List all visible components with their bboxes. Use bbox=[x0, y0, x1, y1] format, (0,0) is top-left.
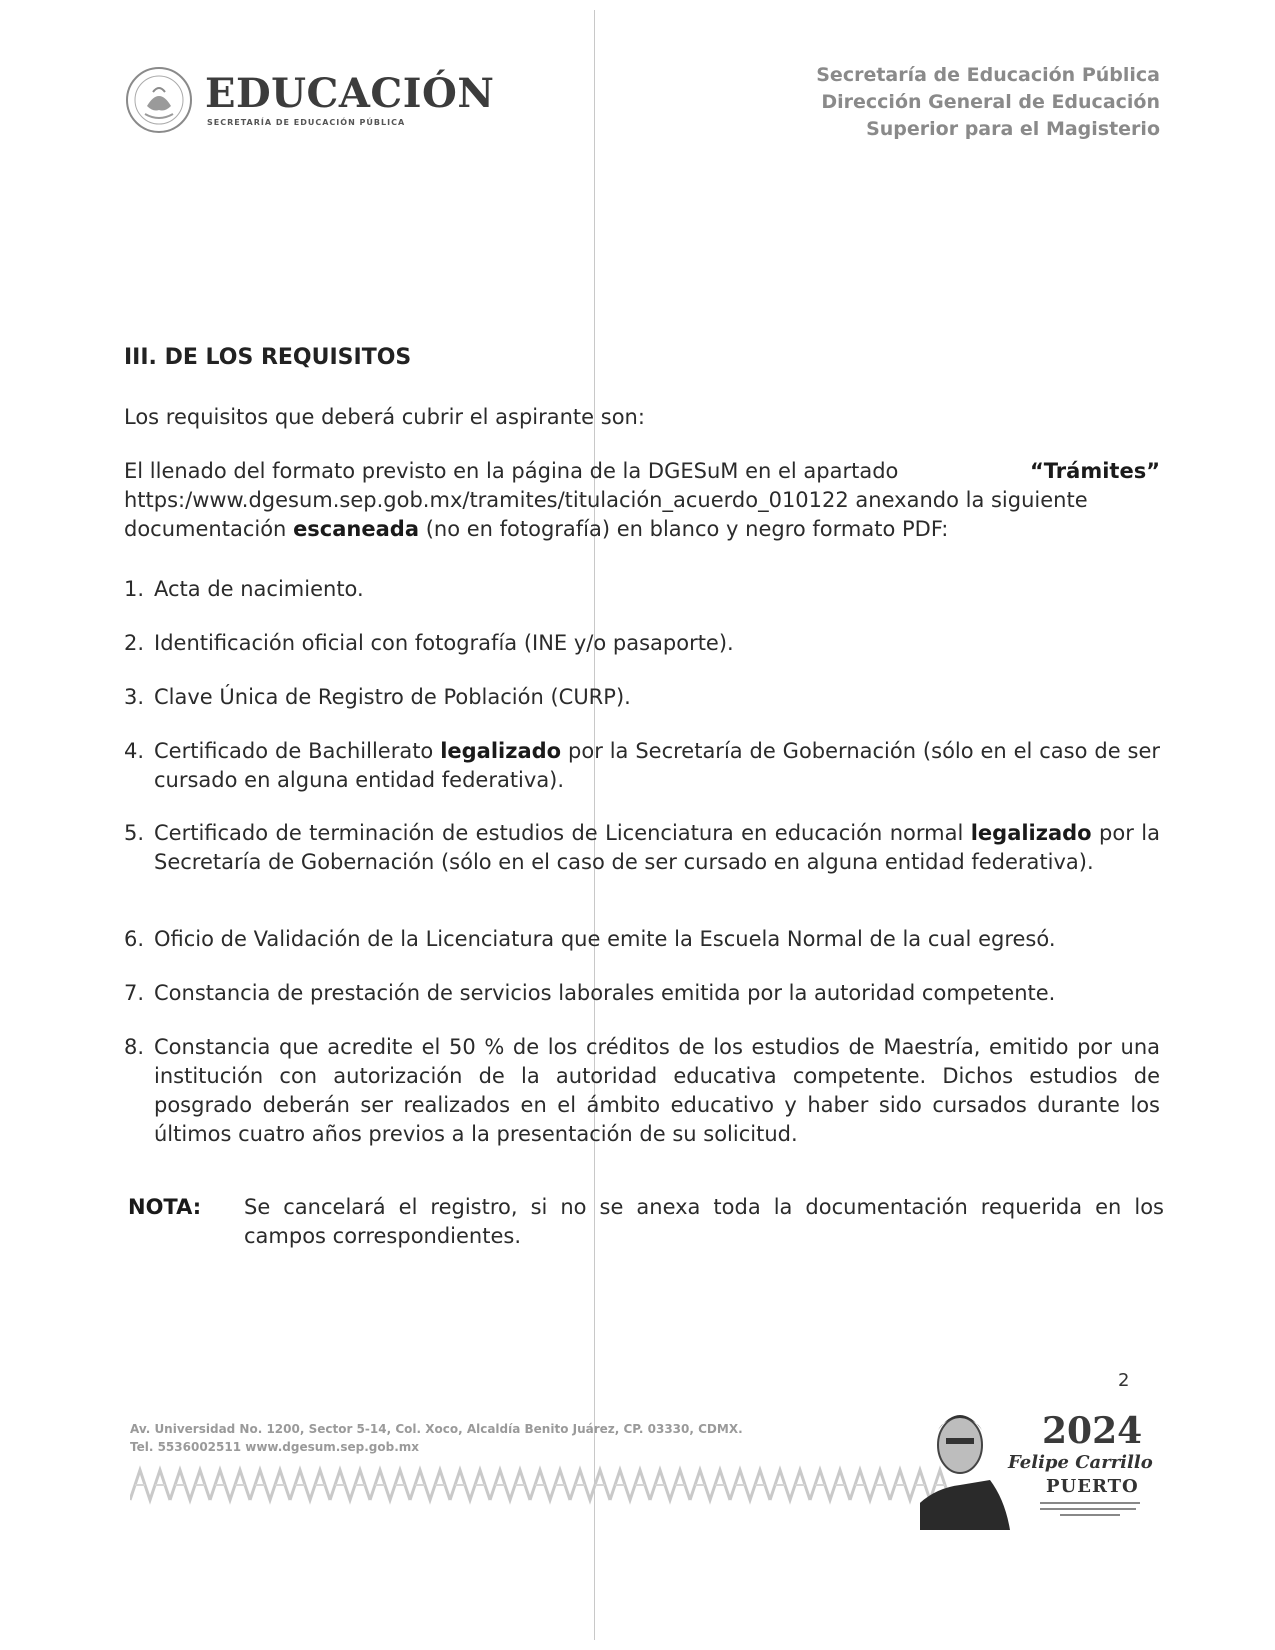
nota-text: Se cancelará el registro, si no se anexa toda la documentación requerida en los campos correspondientes. bbox=[244, 1195, 1164, 1248]
org-line-1: Secretaría de Educación Pública bbox=[816, 64, 1160, 86]
item-text-a: Certificado de Bachillerato bbox=[154, 739, 434, 763]
tramites-bold: “Trámites” bbox=[1029, 459, 1160, 483]
logo-subtitle: SECRETARÍA DE EDUCACIÓN PÚBLICA bbox=[207, 118, 406, 127]
item-number: 8. bbox=[124, 1035, 145, 1059]
page-number: 2 bbox=[1118, 1370, 1130, 1391]
decorative-pattern bbox=[130, 1465, 950, 1505]
logo-wordmark: EDUCACIÓN bbox=[205, 70, 495, 117]
item-text bbox=[154, 737, 1160, 795]
sep-logo bbox=[125, 66, 495, 136]
legalizado-bold: legalizado bbox=[440, 739, 562, 763]
item-text: Constancia de prestación de servicios laborales emitida por la autoridad competente. bbox=[154, 981, 1056, 1005]
item-number: 3. bbox=[124, 685, 145, 709]
address-line-2: Tel. 5536002511 www.dgesum.sep.gob.mx bbox=[130, 1440, 420, 1454]
item-text-b: por la Secretaría de Gobernación (sólo en el caso de ser cursado en alguna entidad federativa). bbox=[154, 821, 1160, 874]
para-line-3b: (no en fotografía) en blanco y negro formato PDF: bbox=[425, 517, 949, 541]
item-text: Clave Única de Registro de Población (CURP). bbox=[154, 685, 631, 709]
item-number: 1. bbox=[124, 577, 145, 601]
section-title: III. DE LOS REQUISITOS bbox=[124, 345, 412, 370]
legalizado-bold: legalizado bbox=[970, 821, 1092, 845]
para-line-3a: documentación bbox=[124, 517, 287, 541]
item-text: Acta de nacimiento. bbox=[154, 577, 364, 601]
item-text: Constancia que acredite el 50 % de los créditos de los estudios de Maestría, emitido por una institución con autorización de la autoridad educativa competente. Dichos estudios de posgrado deberán ser realizados en el ámbito educativo y haber sido cursados durante los últimos cuatro años previos a la presentación de su solicitud. bbox=[154, 1035, 1160, 1146]
item-text: Oficio de Validación de la Licenciatura que emite la Escuela Normal de la cual egresó. bbox=[154, 927, 1056, 951]
main-content bbox=[124, 343, 1164, 1248]
nota-label: NOTA: bbox=[128, 1195, 202, 1219]
item-text-b: por la Secretaría de Gobernación (sólo en el caso de ser cursado en alguna entidad federativa). bbox=[154, 739, 1160, 792]
item-number: 5. bbox=[124, 821, 145, 845]
organization-name bbox=[816, 62, 1160, 143]
national-seal-icon bbox=[125, 66, 193, 134]
para-line-2: https:/www.dgesum.sep.gob.mx/tramites/titulación_acuerdo_010122 anexando la siguiente bbox=[124, 488, 1088, 512]
item-text-a: Certificado de terminación de estudios de Licenciatura en educación normal bbox=[154, 821, 964, 845]
item-text bbox=[154, 819, 1160, 877]
item-number: 6. bbox=[124, 927, 145, 951]
escaneada-bold: escaneada bbox=[293, 517, 419, 541]
item-text: Identificación oficial con fotografía (INE y/o pasaporte). bbox=[154, 631, 734, 655]
instructions-paragraph bbox=[124, 457, 1160, 544]
item-number: 2. bbox=[124, 631, 145, 655]
item-number: 4. bbox=[124, 739, 145, 763]
fine-print-lines bbox=[1040, 1500, 1140, 1520]
address-line-1: Av. Universidad No. 1200, Sector 5-14, Col. Xoco, Alcaldía Benito Juárez, CP. 03330, CDMX. bbox=[130, 1422, 743, 1436]
felipe-carrillo-text: Felipe Carrillo bbox=[1008, 1452, 1153, 1473]
footer-address bbox=[130, 1420, 743, 1456]
para-line-1: El llenado del formato previsto en la página de la DGESuM en el apartado bbox=[124, 459, 899, 483]
year-2024: 2024 bbox=[1042, 1410, 1143, 1452]
item-number: 7. bbox=[124, 981, 145, 1005]
puerto-text: PUERTO bbox=[1046, 1476, 1139, 1497]
org-line-2: Dirección General de Educación bbox=[821, 91, 1160, 113]
org-line-3: Superior para el Magisterio bbox=[866, 118, 1160, 140]
intro-text: Los requisitos que deberá cubrir el aspirante son: bbox=[124, 405, 645, 429]
